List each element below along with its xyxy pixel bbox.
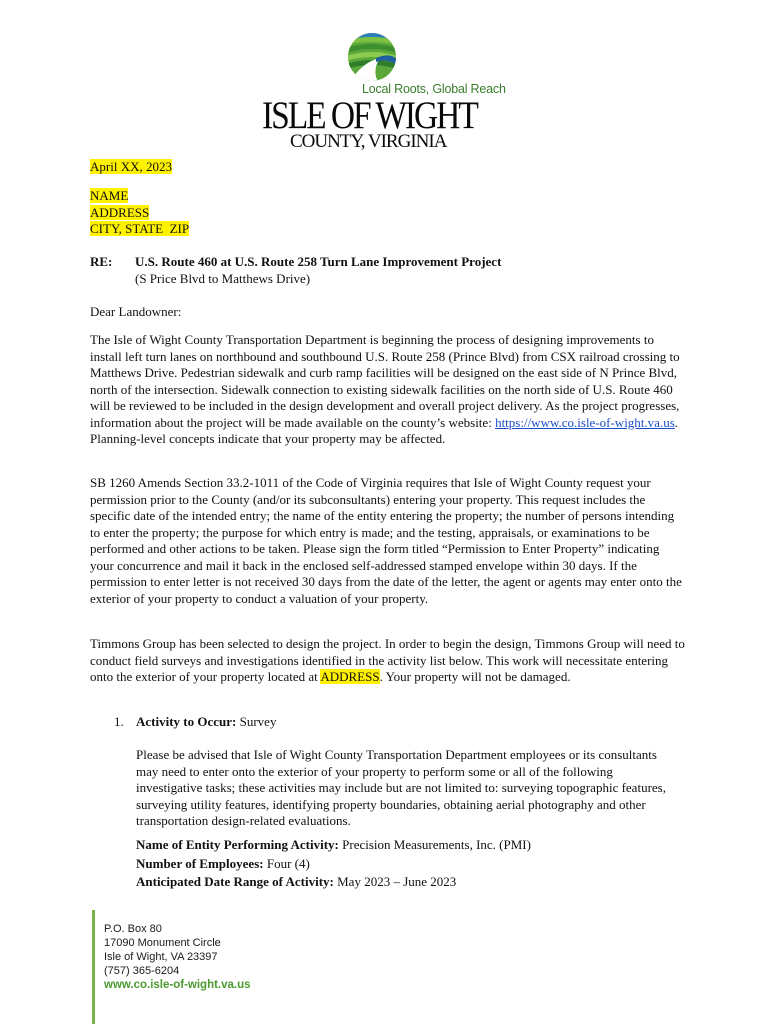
item-number: 1.	[114, 714, 124, 729]
re-subtitle: (S Price Blvd to Matthews Drive)	[135, 270, 311, 286]
footer-website-link[interactable]: www.co.isle-of-wight.va.us	[104, 979, 251, 991]
footer-rule	[92, 910, 95, 1024]
recipient-address	[90, 188, 686, 238]
employees-row: Number of Employees: Four (4)	[136, 855, 310, 871]
re-label: RE:	[90, 254, 113, 269]
letter-date: April XX, 2023	[90, 159, 172, 174]
re-title: U.S. Route 460 at U.S. Route 258 Turn Lane Improvement Project	[135, 254, 502, 269]
tagline: Local Roots, Global Reach	[362, 82, 506, 96]
footer-address: P.O. Box 80 17090 Monument Circle Isle of Wight, VA 23397 (757) 365-6204	[104, 923, 221, 977]
activity-label: Activity to Occur:	[136, 714, 237, 729]
county-website-link[interactable]: https://www.co.isle-of-wight.va.us	[495, 414, 675, 430]
paragraph-design: Timmons Group has been selected to design the project. In order to begin the design, Timmons Group will need to conduct field surveys and investigations identified in the activity list below. This work will necessitate entering onto the exterior of your property located at ADDRESS. Your property will not be damaged.	[90, 636, 685, 684]
activity-value: Survey	[236, 714, 277, 729]
brand-subtitle: COUNTY, VIRGINIA	[290, 131, 447, 152]
property-address-placeholder: ADDRESS	[320, 669, 380, 684]
recipient-city-state-zip: CITY, STATE ZIP	[90, 221, 190, 236]
entity-row: Name of Entity Performing Activity: Precision Measurements, Inc. (PMI)	[136, 837, 531, 852]
activity-description: Please be advised that Isle of Wight County Transportation Department employees or its consultants may need to enter onto the exterior of your property to perform some or all of the following investigative tasks; these activities may include but are not limited to: surveying topographic features, surveying utility features, identifying property boundaries, obtaining aerial photography and other transportation design-related evaluations.	[136, 747, 666, 828]
recipient-name: NAME	[90, 188, 129, 203]
paragraph-intro: The Isle of Wight County Transportation Department is beginning the process of designing improvements to install left turn lanes on northbound and southbound U.S. Route 258 (Prince Blvd) from CSX railroad crossing to Matthews Drive. Pedestrian sidewalk and curb ramp facilities will be designed on the east side of N Prince Blvd, north of the intersection. Sidewalk connection to existing sidewalk facilities on the north side of U.S. Route 460 will be reviewed to be included in the design development and overall project delivery. As the project progresses, information about the project will be made available on the county’s website: https://www.co.isle-of-wight.va.us. Planning-level concepts indicate that your property may be affected.	[90, 332, 680, 446]
salutation: Dear Landowner:	[90, 304, 182, 319]
brand-title: ISLE OF WIGHT	[262, 94, 477, 137]
recipient-address-line: ADDRESS	[90, 204, 150, 220]
date-range-row: Anticipated Date Range of Activity: May 2023 – June 2023	[136, 874, 457, 889]
paragraph-legal: SB 1260 Amends Section 33.2-1011 of the Code of Virginia requires that Isle of Wight County request your permission prior to the County (and/or its subconsultants) entering your property. This request includes the specific date of the intended entry; the name of the entity entering the property; the number of persons intending to enter the property; the purpose for which entry is made; and the testing, appraisals, or examinations to be performed and other actions to be taken. Please sign the form titled “Permission to Enter Property” indicating your concurrence and mail it back in the enclosed self-addressed stamped envelope within 30 days. If the permission to enter letter is not received 30 days from the date of the letter, the agent or agents may enter onto the exterior of your property to conduct a valuation of your property.	[90, 475, 682, 606]
activity-details	[136, 836, 681, 892]
